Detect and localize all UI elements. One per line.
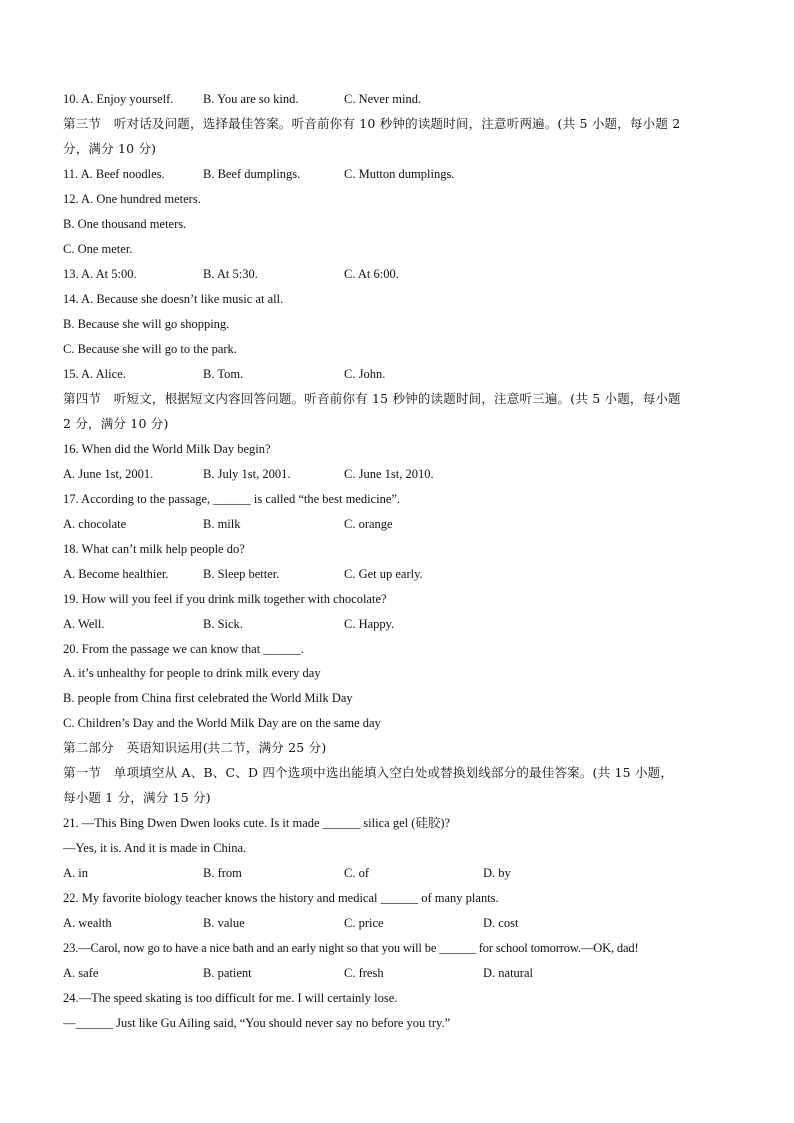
q13-option-c: C. At 6:00. xyxy=(344,267,399,281)
q24-reply: —______ Just like Gu Ailing said, “You should never say no before you try.” xyxy=(63,1016,451,1030)
q14-option-b: B. Because she will go shopping. xyxy=(63,317,230,331)
q17-option-a: A. chocolate xyxy=(63,517,127,531)
q23-stem: 23.—Carol, now go to have a nice bath and an early night so that you will be ______ for school tomorrow.—OK, dad! xyxy=(63,941,639,955)
q14-option-a: 14. A. Because she doesn’t like music at all. xyxy=(63,292,284,306)
section4-instructions-line1: 第四节 听短文，根据短文内容回答问题。听音前你有 15 秒钟的读题时间，注意听三遍。(共 5 小题，每小题 xyxy=(63,391,681,406)
q20-stem: 20. From the passage we can know that ______. xyxy=(63,642,304,656)
q11-option-c: C. Mutton dumplings. xyxy=(344,167,455,181)
q21-option-c: C. of xyxy=(344,866,369,880)
q15-option-a: 15. A. Alice. xyxy=(63,367,126,381)
q24-stem: 24.—The speed skating is too difficult for me. I will certainly lose. xyxy=(63,991,398,1005)
q12-option-c: C. One meter. xyxy=(63,242,133,256)
q15-option-b: B. Tom. xyxy=(203,367,244,381)
section1-instructions-line1: 第一节 单项填空从 A、B、C、D 四个选项中选出能填入空白处或替换划线部分的最佳答案。(共 15 小题， xyxy=(63,765,674,780)
q18-option-c: C. Get up early. xyxy=(344,567,423,581)
q20-option-b: B. people from China first celebrated the World Milk Day xyxy=(63,691,353,705)
q11-option-a: 11. A. Beef noodles. xyxy=(63,167,165,181)
q22-stem: 22. My favorite biology teacher knows the history and medical ______ of many plants. xyxy=(63,891,499,905)
q23-option-c: C. fresh xyxy=(344,966,384,980)
q13-option-b: B. At 5:30. xyxy=(203,267,258,281)
q21-option-d: D. by xyxy=(483,866,511,880)
q21-option-b: B. from xyxy=(203,866,242,880)
q17-option-b: B. milk xyxy=(203,517,241,531)
q16-stem: 16. When did the World Milk Day begin? xyxy=(63,442,271,456)
q11-option-b: B. Beef dumplings. xyxy=(203,167,301,181)
q14-option-c: C. Because she will go to the park. xyxy=(63,342,237,356)
q22-option-c: C. price xyxy=(344,916,384,930)
section4-instructions-line2: 2 分，满分 10 分) xyxy=(63,416,169,431)
q18-stem: 18. What can’t milk help people do? xyxy=(63,542,245,556)
q20-option-c: C. Children’s Day and the World Milk Day are on the same day xyxy=(63,716,381,730)
q21-reply: —Yes, it is. And it is made in China. xyxy=(63,841,247,855)
q15-option-c: C. John. xyxy=(344,367,386,381)
section1-instructions-line2: 每小题 1 分，满分 15 分) xyxy=(63,790,211,805)
q22-option-a: A. wealth xyxy=(63,916,112,930)
q16-option-a: A. June 1st, 2001. xyxy=(63,467,154,481)
q23-option-a: A. safe xyxy=(63,966,99,980)
part2-title: 第二部分 英语知识运用(共二节，满分 25 分) xyxy=(63,740,327,755)
q17-stem: 17. According to the passage, ______ is called “the best medicine”. xyxy=(63,492,401,506)
q16-option-c: C. June 1st, 2010. xyxy=(344,467,434,481)
q19-option-b: B. Sick. xyxy=(203,617,243,631)
q23-option-b: B. patient xyxy=(203,966,252,980)
q20-option-a: A. it’s unhealthy for people to drink milk every day xyxy=(63,666,321,680)
q21-stem: 21. —This Bing Dwen Dwen looks cute. Is it made ______ silica gel (硅胶)? xyxy=(63,816,451,830)
q16-option-b: B. July 1st, 2001. xyxy=(203,467,291,481)
q19-stem: 19. How will you feel if you drink milk together with chocolate? xyxy=(63,592,387,606)
q12-option-b: B. One thousand meters. xyxy=(63,217,187,231)
section3-instructions-line2: 分，满分 10 分) xyxy=(63,141,157,156)
q21-option-a: A. in xyxy=(63,866,88,880)
q18-option-b: B. Sleep better. xyxy=(203,567,280,581)
q10-option-a: 10. A. Enjoy yourself. xyxy=(63,92,174,106)
section3-instructions-line1: 第三节 听对话及问题，选择最佳答案。听音前你有 10 秒钟的读题时间，注意听两遍。(共 5 小题，每小题 2 xyxy=(63,116,681,131)
q10-option-c: C. Never mind. xyxy=(344,92,422,106)
q22-option-d: D. cost xyxy=(483,916,519,930)
q22-option-b: B. value xyxy=(203,916,245,930)
q18-option-a: A. Become healthier. xyxy=(63,567,169,581)
q19-option-c: C. Happy. xyxy=(344,617,395,631)
q12-option-a: 12. A. One hundred meters. xyxy=(63,192,201,206)
q23-option-d: D. natural xyxy=(483,966,533,980)
q19-option-a: A. Well. xyxy=(63,617,105,631)
q17-option-c: C. orange xyxy=(344,517,393,531)
q13-option-a: 13. A. At 5:00. xyxy=(63,267,137,281)
q10-option-b: B. You are so kind. xyxy=(203,92,299,106)
